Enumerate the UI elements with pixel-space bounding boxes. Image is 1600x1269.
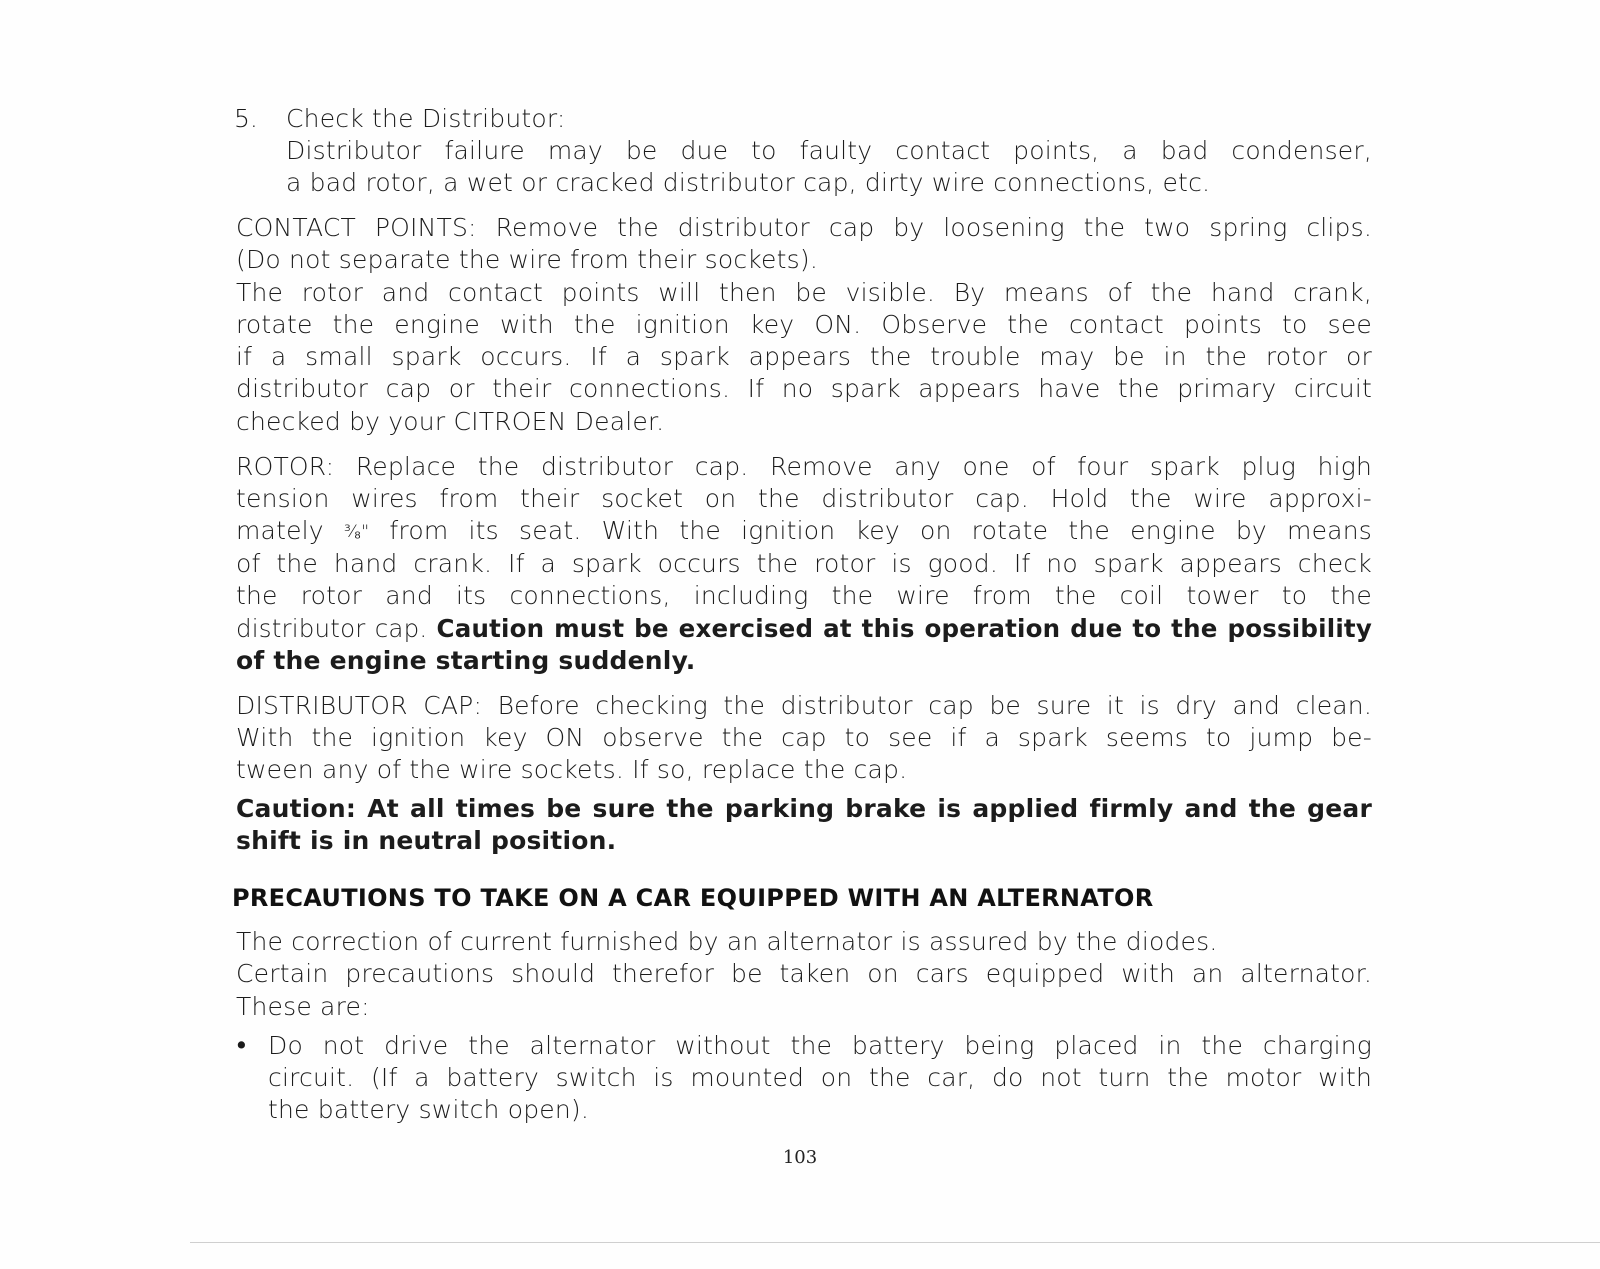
- text-line: (Do not separate the wire from their sockets).: [236, 245, 818, 274]
- caution-text: shift is in neutral position.: [236, 826, 617, 855]
- text-line: DISTRIBUTOR CAP: Before checking the distributor cap be sure it is dry and clean.: [236, 691, 1372, 720]
- text-line: tension wires from their socket on the distributor cap. Hold the wire approxi-: [236, 484, 1372, 513]
- list-number: 5.: [234, 104, 258, 133]
- text-line: These are:: [236, 992, 370, 1021]
- section-heading: PRECAUTIONS TO TAKE ON A CAR EQUIPPED WITH AN ALTERNATOR: [232, 884, 1154, 912]
- text-line: distributor cap or their connections. If no spark appears have the primary circuit: [236, 374, 1372, 403]
- text-line: checked by your CITROEN Dealer.: [236, 407, 665, 436]
- text-line: if a small spark occurs. If a spark appears the trouble may be in the rotor or: [236, 342, 1372, 371]
- page-number: 103: [782, 1147, 818, 1168]
- caution-text: of the engine starting suddenly.: [236, 646, 696, 675]
- text-line: a bad rotor, a wet or cracked distributor cap, dirty wire connections, etc.: [286, 168, 1211, 197]
- text-line: Certain precautions should therefor be taken on cars equipped with an alternator.: [236, 959, 1372, 988]
- text-line: rotate the engine with the ignition key ON. Observe the contact points to see: [236, 310, 1372, 339]
- section-title: Check the Distributor:: [286, 104, 566, 133]
- text-line: The rotor and contact points will then be visible. By means of the hand crank,: [236, 278, 1372, 307]
- caution-text: Caution must be exercised at this operation due to the possibility: [436, 614, 1373, 643]
- text-line: of the hand crank. If a spark occurs the rotor is good. If no spark appears check: [236, 549, 1372, 578]
- text-run: distributor cap.: [236, 614, 437, 643]
- list-item-line: the battery switch open).: [268, 1095, 590, 1124]
- bullet-icon: •: [234, 1031, 249, 1060]
- text-line: With the ignition key ON observe the cap to see if a spark seems to jump be-: [236, 723, 1372, 752]
- text-run: mately: [236, 516, 344, 545]
- scan-edge-divider: [190, 1242, 1600, 1243]
- text-line: [236, 613, 1372, 645]
- text-line: Distributor failure may be due to faulty contact points, a bad condenser,: [286, 136, 1372, 165]
- text-line: tween any of the wire sockets. If so, replace the cap.: [236, 755, 908, 784]
- text-line: The correction of current furnished by an alternator is assured by the diodes.: [236, 927, 1218, 956]
- text-line: the rotor and its connections, including the wire from the coil tower to the: [236, 581, 1372, 610]
- text-line: CONTACT POINTS: Remove the distributor cap by loosening the two spring clips.: [236, 213, 1372, 242]
- text-line: [236, 515, 1372, 547]
- list-item-line: circuit. (If a battery switch is mounted on the car, do not turn the motor with: [268, 1063, 1372, 1092]
- list-item-line: Do not drive the alternator without the battery being placed in the charging: [268, 1031, 1372, 1060]
- text-line: ROTOR: Replace the distributor cap. Remove any one of four spark plug high: [236, 452, 1372, 481]
- caution-text: Caution: At all times be sure the parking brake is applied firmly and the gear: [236, 794, 1372, 823]
- fraction-three-eighths: ³⁄₈": [343, 522, 370, 542]
- text-run: from its seat. With the ignition key on rotate the engine by means: [369, 516, 1372, 545]
